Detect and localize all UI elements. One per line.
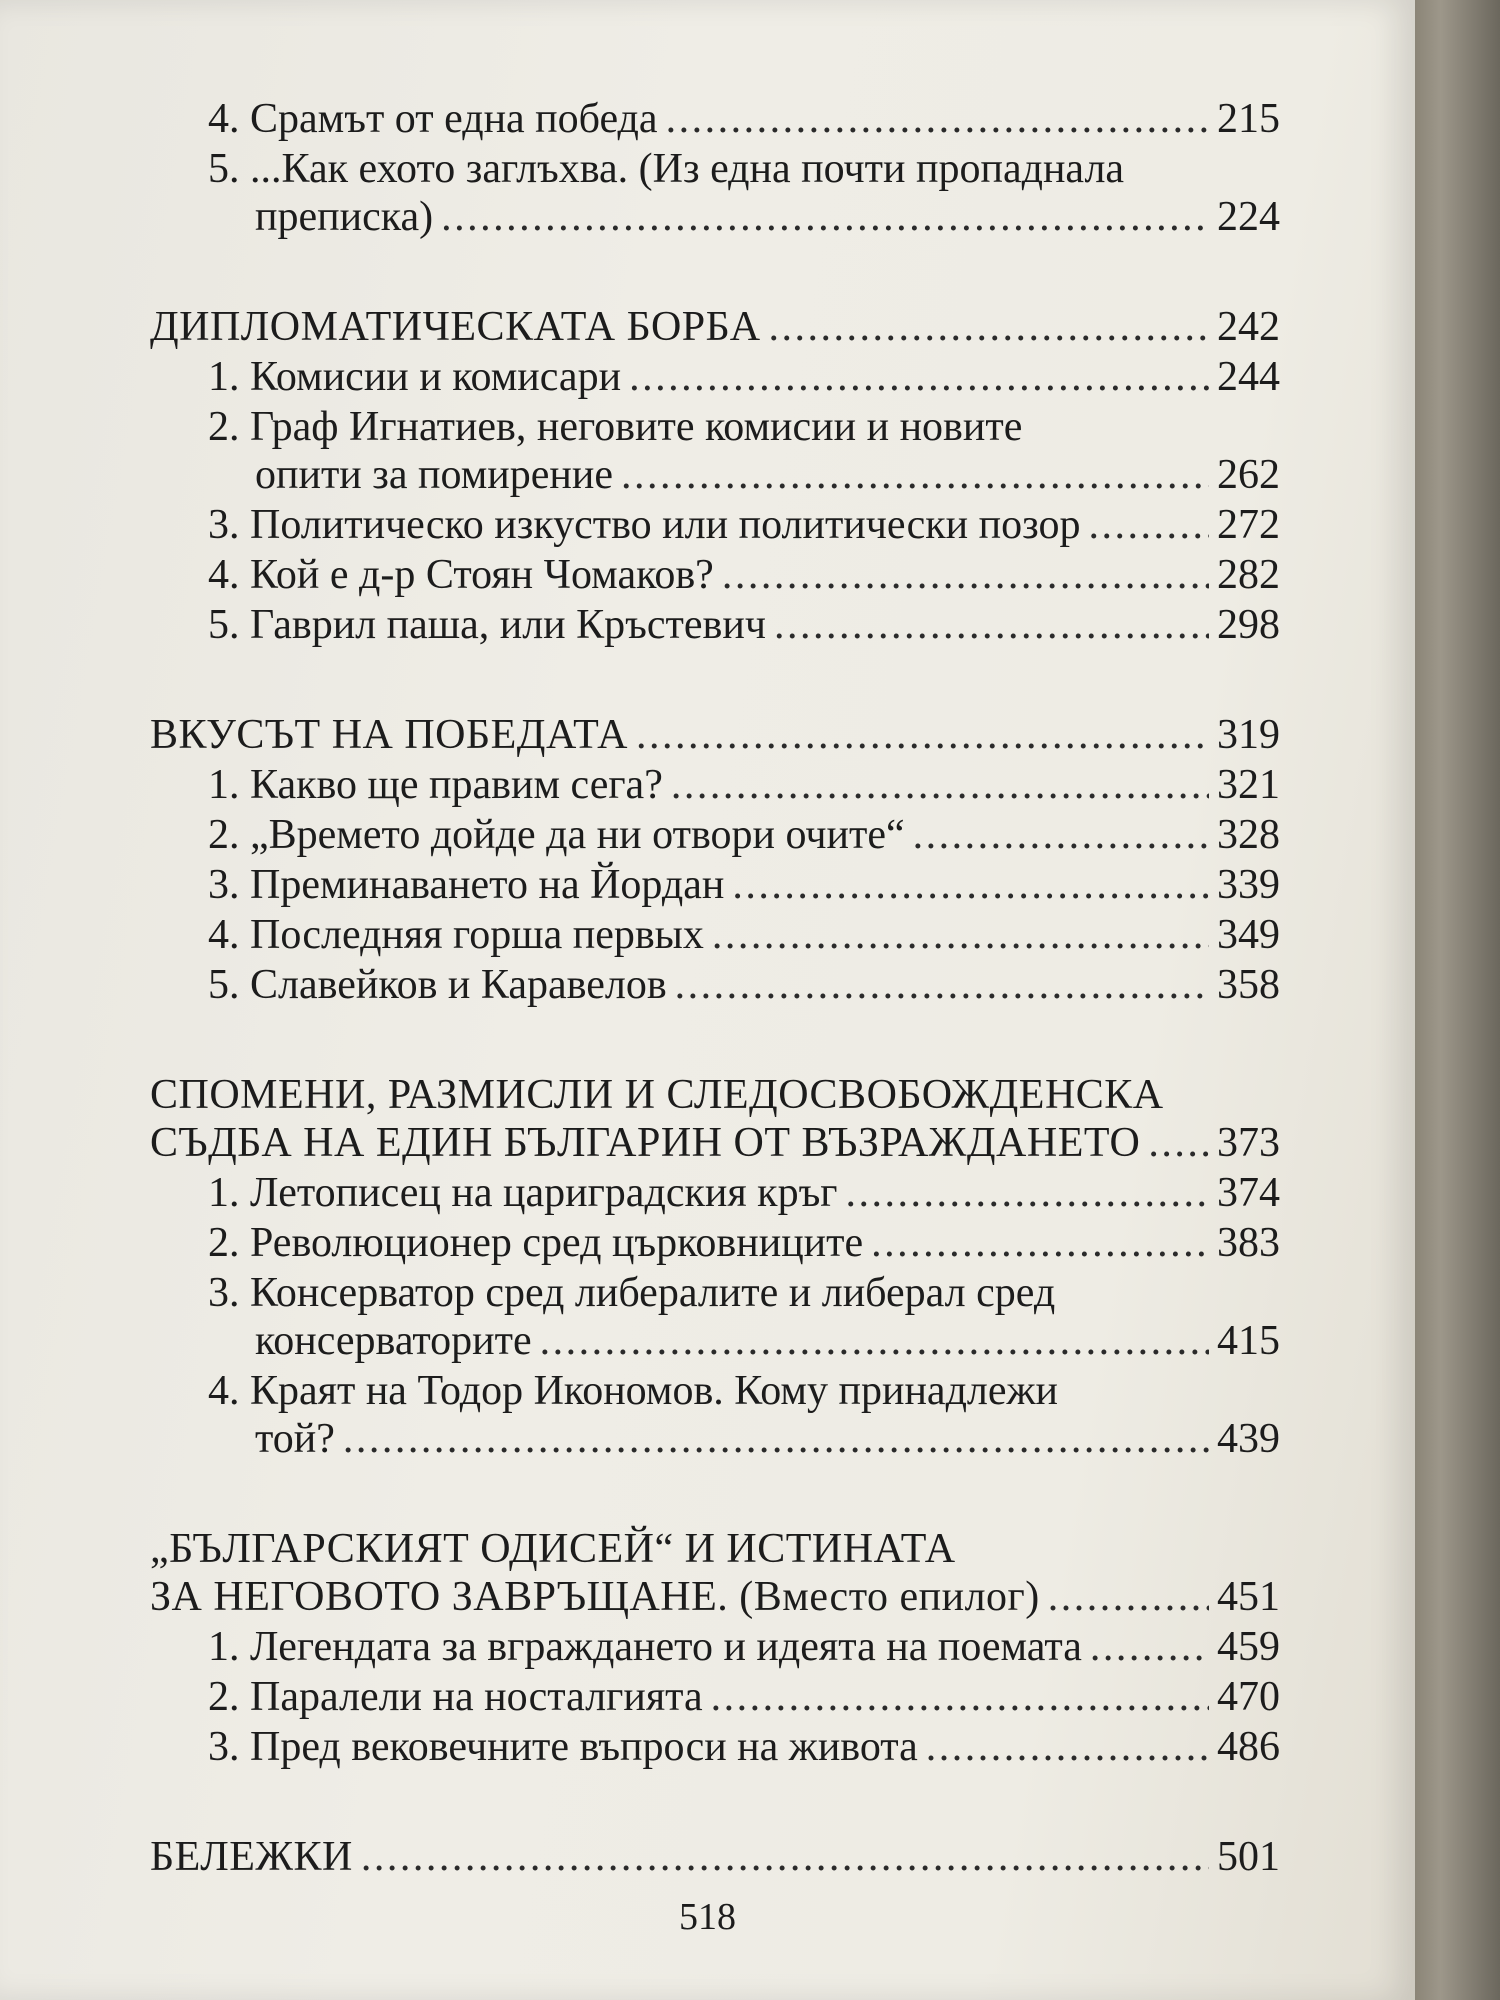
leader-dots — [441, 193, 1209, 241]
leader-dots — [675, 961, 1209, 1009]
leader-dots — [711, 1673, 1209, 1721]
toc-entry-title: 5. Славейков и Каравелов — [208, 962, 667, 1008]
toc-entry-title: 3. Политическо изкуство или политически позор — [208, 502, 1081, 548]
toc-entry-title: 2. Граф Игнатиев, неговите комисии и новите — [208, 404, 1023, 450]
leader-dots — [343, 1415, 1209, 1463]
leader-dots — [846, 1169, 1209, 1217]
toc-page-number: 242 — [1217, 304, 1280, 350]
toc-entry-title: ДИПЛОМАТИЧЕСКАТА БОРБА — [150, 304, 761, 350]
toc-entry-title: 5. Гаврил паша, или Кръстевич — [208, 602, 766, 648]
toc-entry-title-continued: консерваторите — [255, 1318, 532, 1364]
toc-page-number: 328 — [1217, 812, 1280, 858]
leader-dots — [666, 95, 1209, 143]
toc-page-number: 470 — [1217, 1674, 1280, 1720]
leader-dots — [712, 911, 1209, 959]
leader-dots — [1148, 1119, 1209, 1167]
toc-entry-title: 3. Пред вековечните въпроси на живота — [208, 1724, 918, 1770]
toc-entry — [150, 1623, 1280, 1671]
leader-dots — [540, 1317, 1209, 1365]
toc-entry — [150, 501, 1280, 549]
leader-dots — [722, 551, 1209, 599]
leader-dots — [1048, 1573, 1209, 1621]
leader-dots — [629, 353, 1209, 401]
toc-section-entry — [150, 1833, 1280, 1881]
toc-entry-title: 1. Легендата за вграждането и идеята на поемата — [208, 1624, 1082, 1670]
toc-page-number: 373 — [1217, 1120, 1280, 1166]
toc-entry-title-continued: преписка) — [255, 194, 434, 240]
leader-dots — [1088, 501, 1209, 549]
toc-entry — [150, 403, 1280, 499]
toc-entry-title: ВКУСЪТ НА ПОБЕДАТА — [150, 712, 628, 758]
toc-page-number: 439 — [1217, 1416, 1280, 1462]
leader-dots — [361, 1833, 1209, 1881]
toc-entry — [150, 145, 1280, 241]
toc-entry-title: „БЪЛГАРСКИЯТ ОДИСЕЙ“ И ИСТИНАТА — [150, 1526, 956, 1572]
toc-entry-title: 4. Кой е д-р Стоян Чомаков? — [208, 552, 714, 598]
toc-entry-title: 4. Срамът от една победа — [208, 96, 658, 142]
toc-page-number: 321 — [1217, 762, 1280, 808]
toc-entry-title: 2. Паралели на носталгията — [208, 1674, 703, 1720]
toc-section-entry — [150, 303, 1280, 351]
toc-page-number: 383 — [1217, 1220, 1280, 1266]
toc-page-number: 262 — [1217, 452, 1280, 498]
toc-entry — [150, 911, 1280, 959]
toc-entry-title: 1. Комисии и комисари — [208, 354, 622, 400]
leader-dots — [1090, 1623, 1209, 1671]
toc-page-number: 451 — [1217, 1574, 1280, 1620]
toc-entry-title: БЕЛЕЖКИ — [150, 1834, 353, 1880]
toc-entry-title: 3. Консерватор сред либералите и либерал сред — [208, 1270, 1056, 1316]
toc-entry — [150, 1723, 1280, 1771]
toc-entry — [150, 1219, 1280, 1267]
leader-dots — [871, 1219, 1209, 1267]
toc-page-number: 215 — [1217, 96, 1280, 142]
toc-page-number: 244 — [1217, 354, 1280, 400]
toc-entry — [150, 1169, 1280, 1217]
toc-entry — [150, 811, 1280, 859]
toc-entry — [150, 353, 1280, 401]
toc-entry — [150, 761, 1280, 809]
toc-entry-title: 2. Революционер сред църковниците — [208, 1220, 864, 1266]
toc-page-number: 272 — [1217, 502, 1280, 548]
toc-page-number: 374 — [1217, 1170, 1280, 1216]
table-of-contents — [150, 95, 1280, 1881]
toc-section-entry — [150, 1525, 1280, 1621]
leader-dots — [913, 811, 1209, 859]
toc-entry-title: 5. ...Как ехото заглъхва. (Из една почти пропаднала — [208, 146, 1125, 192]
toc-entry-title: 3. Преминаването на Йордан — [208, 862, 725, 908]
toc-entry — [150, 95, 1280, 143]
toc-page-number: 486 — [1217, 1724, 1280, 1770]
toc-section-entry — [150, 1071, 1280, 1167]
toc-page-number: 349 — [1217, 912, 1280, 958]
toc-entry — [150, 961, 1280, 1009]
toc-entry-title-continued: СЪДБА НА ЕДИН БЪЛГАРИН ОТ ВЪЗРАЖДАНЕТО — [150, 1120, 1141, 1166]
toc-page-number: 319 — [1217, 712, 1280, 758]
toc-entry — [150, 601, 1280, 649]
toc-section-entry — [150, 711, 1280, 759]
toc-page-number: 339 — [1217, 862, 1280, 908]
toc-entry-title: 1. Какво ще правим сега? — [208, 762, 663, 808]
leader-dots — [769, 303, 1209, 351]
toc-entry — [150, 1673, 1280, 1721]
page-number: 518 — [679, 1896, 736, 1938]
toc-entry-title-continued: той? — [255, 1416, 335, 1462]
toc-page-number: 358 — [1217, 962, 1280, 1008]
toc-page-number: 415 — [1217, 1318, 1280, 1364]
toc-page-number: 501 — [1217, 1834, 1280, 1880]
toc-entry — [150, 1269, 1280, 1365]
toc-entry-title: 4. Последняя горша первых — [208, 912, 704, 958]
toc-entry-title: 4. Краят на Тодор Икономов. Кому принадлежи — [208, 1368, 1059, 1414]
leader-dots — [621, 451, 1209, 499]
page-edge — [1415, 0, 1500, 2000]
toc-entry-title-continued: опити за помирение — [255, 452, 613, 498]
leader-dots — [926, 1723, 1209, 1771]
toc-entry-title: СПОМЕНИ, РАЗМИСЛИ И СЛЕДОСВОБОЖДЕНСКА — [150, 1072, 1164, 1118]
toc-page-number: 282 — [1217, 552, 1280, 598]
leader-dots — [774, 601, 1209, 649]
toc-page-number: 298 — [1217, 602, 1280, 648]
leader-dots — [636, 711, 1209, 759]
toc-entry — [150, 1367, 1280, 1463]
toc-entry-title-continued: ЗА НЕГОВОТО ЗАВРЪЩАНЕ. (Вместо епилог) — [150, 1574, 1040, 1620]
leader-dots — [671, 761, 1209, 809]
toc-entry — [150, 551, 1280, 599]
toc-entry-title: 2. „Времето дойде да ни отвори очите“ — [208, 812, 905, 858]
toc-entry-title: 1. Летописец на цариградския кръг — [208, 1170, 838, 1216]
leader-dots — [732, 861, 1209, 909]
toc-entry — [150, 861, 1280, 909]
toc-page-number: 224 — [1217, 194, 1280, 240]
toc-page-number: 459 — [1217, 1624, 1280, 1670]
